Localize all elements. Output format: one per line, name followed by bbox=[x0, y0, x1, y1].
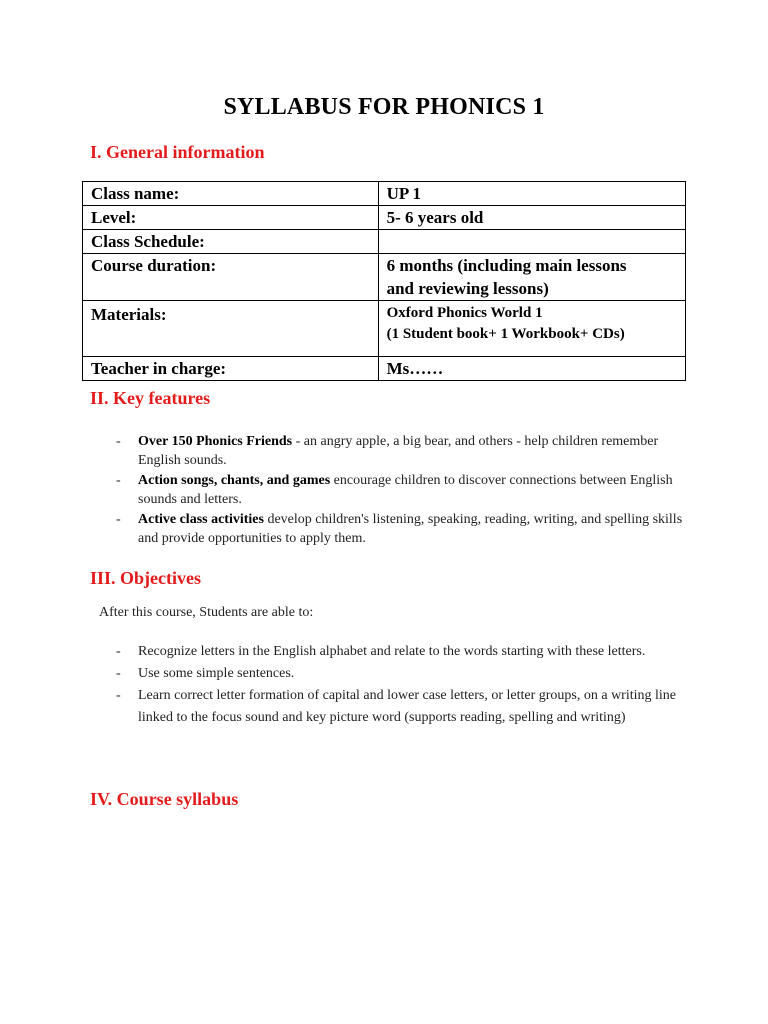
objectives-intro: After this course, Students are able to: bbox=[99, 605, 314, 620]
row-value: Ms…… bbox=[378, 357, 685, 381]
objectives-list bbox=[112, 641, 702, 729]
list-item bbox=[112, 432, 702, 471]
feature-bold: Action songs, chants, and games bbox=[138, 472, 331, 488]
list-item bbox=[112, 471, 702, 510]
materials-line-1: Oxford Phonics World 1 bbox=[386, 305, 543, 321]
feature-bold: Active class activities bbox=[138, 511, 264, 527]
row-label: Class name: bbox=[83, 182, 379, 206]
list-item: - Recognize letters in the English alphabet and relate to the words starting with these letters. bbox=[112, 641, 702, 663]
general-information-table bbox=[82, 181, 686, 381]
list-item: - Use some simple sentences. bbox=[112, 663, 702, 685]
key-features-list bbox=[112, 432, 702, 548]
row-label: Course duration: bbox=[83, 254, 379, 301]
feature-text: encourage children to discover connections between English sounds and letters. bbox=[138, 472, 673, 508]
materials-line-2: (1 Student book+ 1 Workbook+ CDs) bbox=[386, 326, 625, 342]
table-row bbox=[83, 254, 686, 301]
row-value bbox=[378, 301, 685, 357]
page-title: SYLLABUS FOR PHONICS 1 bbox=[223, 94, 545, 120]
row-value bbox=[378, 230, 685, 254]
table-row bbox=[83, 230, 686, 254]
row-value: UP 1 bbox=[378, 182, 685, 206]
section-general-information-heading: I. General information bbox=[90, 142, 265, 162]
list-item: - Learn correct letter formation of capital and lower case letters, or letter groups, on a writing line linked to the focus sound and key picture word (supports reading, spelling and writing) bbox=[112, 685, 702, 729]
row-label: Materials: bbox=[83, 301, 379, 357]
row-value bbox=[378, 254, 685, 301]
row-value: 5- 6 years old bbox=[378, 206, 685, 230]
feature-bold: Over 150 Phonics Friends bbox=[138, 434, 293, 449]
section-course-syllabus-heading: IV. Course syllabus bbox=[90, 789, 239, 809]
feature-text: develop children's listening, speaking, reading, writing, and spelling skills and provide opportunities to apply them. bbox=[138, 511, 683, 547]
list-item bbox=[112, 510, 702, 549]
section-key-features-heading: II. Key features bbox=[90, 388, 211, 408]
row-label: Class Schedule: bbox=[83, 230, 379, 254]
course-duration-line-1: 6 months (including main lessons bbox=[386, 256, 627, 275]
section-objectives-heading: III. Objectives bbox=[90, 568, 201, 588]
feature-text: - an angry apple, a big bear, and others - help children remember English sounds. bbox=[138, 434, 659, 469]
row-label: Level: bbox=[83, 206, 379, 230]
table-row bbox=[83, 206, 686, 230]
course-duration-line-2: and reviewing lessons) bbox=[386, 279, 549, 298]
table-row bbox=[83, 182, 686, 206]
table-row bbox=[83, 301, 686, 357]
row-label: Teacher in charge: bbox=[83, 357, 379, 381]
table-row bbox=[83, 357, 686, 381]
